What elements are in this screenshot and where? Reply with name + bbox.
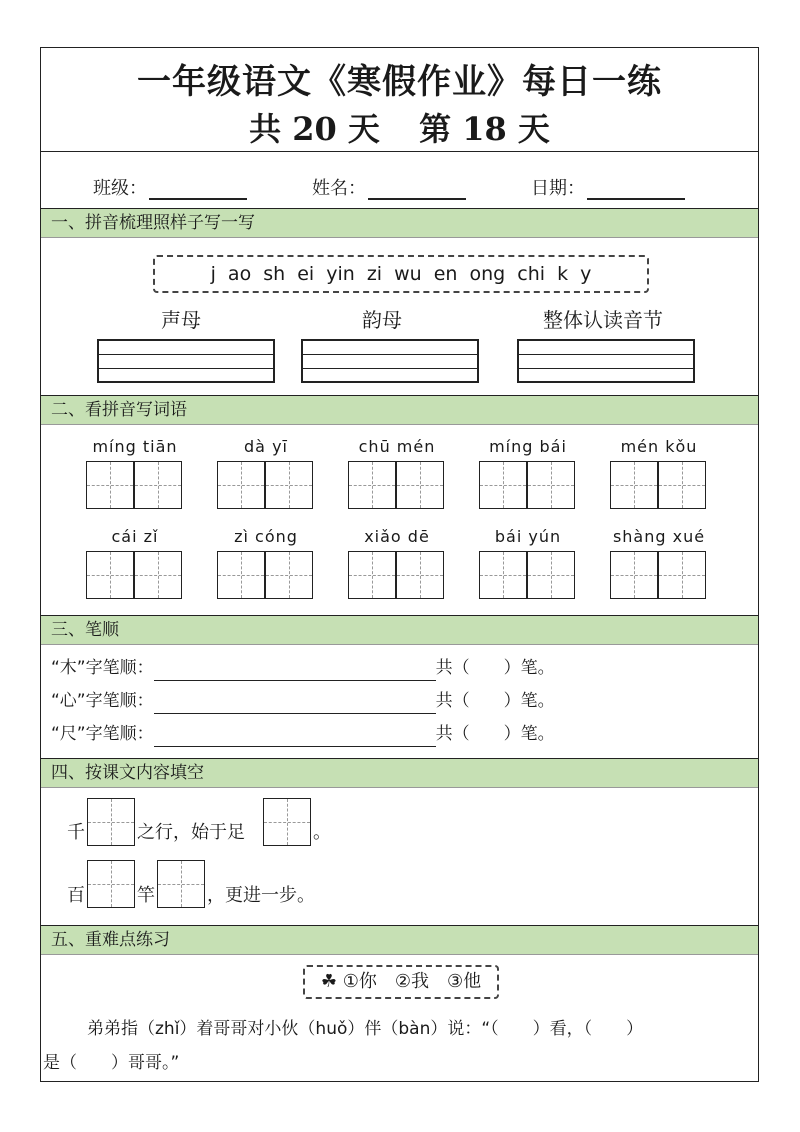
pronoun-options-box: ☘ ①你 ②我 ③他: [303, 965, 499, 999]
fill-box[interactable]: [87, 798, 135, 846]
word-pinyin: bái yún: [494, 527, 562, 546]
writing-grid[interactable]: [658, 461, 706, 509]
stroke-answer-line[interactable]: [154, 661, 436, 681]
pinyin-example-box: j ao sh ei yin zi wu en ong chi k y: [153, 255, 649, 293]
word-pinyin: cái zǐ: [111, 527, 159, 546]
title-box: [41, 48, 758, 152]
writing-grid[interactable]: [610, 461, 658, 509]
stroke-order-row-chi: “尺”字笔顺： 共（ ）笔。: [51, 721, 555, 747]
word-pinyin: xiǎo dē: [364, 527, 430, 546]
word-pinyin: chū mén: [358, 437, 436, 456]
writing-lines-initials[interactable]: [97, 339, 275, 383]
word-item: [217, 525, 315, 549]
word-item: [348, 525, 446, 549]
writing-grid[interactable]: [217, 461, 265, 509]
stroke-order-row-xin: “心”字笔顺： 共（ ）笔。: [51, 688, 555, 714]
section-2-header: 二、看拼音写词语: [41, 395, 758, 425]
writing-grid[interactable]: [479, 461, 527, 509]
category-finals: 韵母: [362, 308, 402, 332]
category-whole-syllables: 整体认读音节: [543, 308, 663, 332]
word-item: [86, 435, 184, 459]
section-4-header: 四、按课文内容填空: [41, 758, 758, 788]
writing-grid[interactable]: [527, 461, 575, 509]
clover-icon: ☘: [320, 971, 343, 992]
word-pinyin: míng tiān: [92, 437, 178, 456]
writing-grid[interactable]: [265, 461, 313, 509]
word-pinyin: mén kǒu: [620, 437, 698, 456]
name-field[interactable]: 姓名：: [312, 174, 466, 200]
exercise-paragraph-line-2: 是（ ）哥哥。”: [43, 1053, 180, 1073]
writing-grid[interactable]: [134, 461, 182, 509]
fill-box[interactable]: [87, 860, 135, 908]
word-item: [217, 435, 315, 459]
word-item: [479, 525, 577, 549]
stroke-order-row-mu: “木”字笔顺： 共（ ）笔。: [51, 655, 555, 681]
word-item: [610, 525, 708, 549]
writing-grid[interactable]: [396, 551, 444, 599]
day-counter: [41, 104, 758, 150]
writing-grid[interactable]: [217, 551, 265, 599]
word-item: [610, 435, 708, 459]
fill-box[interactable]: [157, 860, 205, 908]
section-3-header: 三、笔顺: [41, 615, 758, 645]
current-day: 第 18 天: [419, 110, 550, 148]
writing-grid[interactable]: [86, 461, 134, 509]
writing-lines-finals[interactable]: [301, 339, 479, 383]
section-1-header: 一、拼音梳理照样子写一写: [41, 208, 758, 238]
date-field[interactable]: 日期：: [531, 174, 685, 200]
stroke-answer-line[interactable]: [154, 727, 436, 747]
writing-grid[interactable]: [134, 551, 182, 599]
word-pinyin: míng bái: [489, 437, 567, 456]
fill-box[interactable]: [263, 798, 311, 846]
writing-grid[interactable]: [265, 551, 313, 599]
page-title: 一年级语文《寒假作业》每日一练: [137, 62, 662, 102]
student-info-row: [41, 152, 758, 208]
writing-grid[interactable]: [396, 461, 444, 509]
writing-grid[interactable]: [479, 551, 527, 599]
worksheet: 一年级语文《寒假作业》每日一练 共 20 天 第 18 天 班级： 姓名： 日期： 一、拼音梳理照样子写一写 j ao sh ei yin zi wu en ong chi k y 声母 韵母 整体认读音节 二、看拼音写词语 míng tiān dà yī chū mén míng bái mén kǒu cái zǐ zì cóng xiǎo dē bái yún shàng xué 三、笔顺 “木”字笔顺： 共（ ）笔。 “心”字笔顺： 共（ ）笔。 “尺”字笔顺： 共（ ）笔。 四、按课文内容填空 千 之行，始于足 。 百 竿 ，更进一步。 五、重难点练习 ☘ ①你 ②我 ③他 弟弟指（zhǐ）着哥哥对小伙（huǒ）伴（bàn）说：“（ ）看，（ ） 是（ ）哥哥。”: [40, 47, 759, 1082]
writing-lines-whole-syllables[interactable]: [517, 339, 695, 383]
section-5-header: 五、重难点练习: [41, 925, 758, 955]
word-pinyin: zì cóng: [234, 527, 298, 546]
total-days: 共 20 天: [249, 110, 380, 148]
class-field[interactable]: 班级：: [93, 174, 247, 200]
writing-grid[interactable]: [527, 551, 575, 599]
word-pinyin: shàng xué: [612, 527, 706, 546]
writing-grid[interactable]: [86, 551, 134, 599]
writing-grid[interactable]: [658, 551, 706, 599]
writing-grid[interactable]: [348, 551, 396, 599]
word-item: [86, 525, 184, 549]
exercise-paragraph-line-1: 弟弟指（zhǐ）着哥哥对小伙（huǒ）伴（bàn）说：“（ ）看，（ ）: [87, 1019, 644, 1039]
word-pinyin: dà yī: [244, 437, 288, 456]
category-initials: 声母: [161, 308, 201, 332]
word-item: [348, 435, 446, 459]
writing-grid[interactable]: [348, 461, 396, 509]
word-item: [479, 435, 577, 459]
stroke-answer-line[interactable]: [154, 694, 436, 714]
writing-grid[interactable]: [610, 551, 658, 599]
